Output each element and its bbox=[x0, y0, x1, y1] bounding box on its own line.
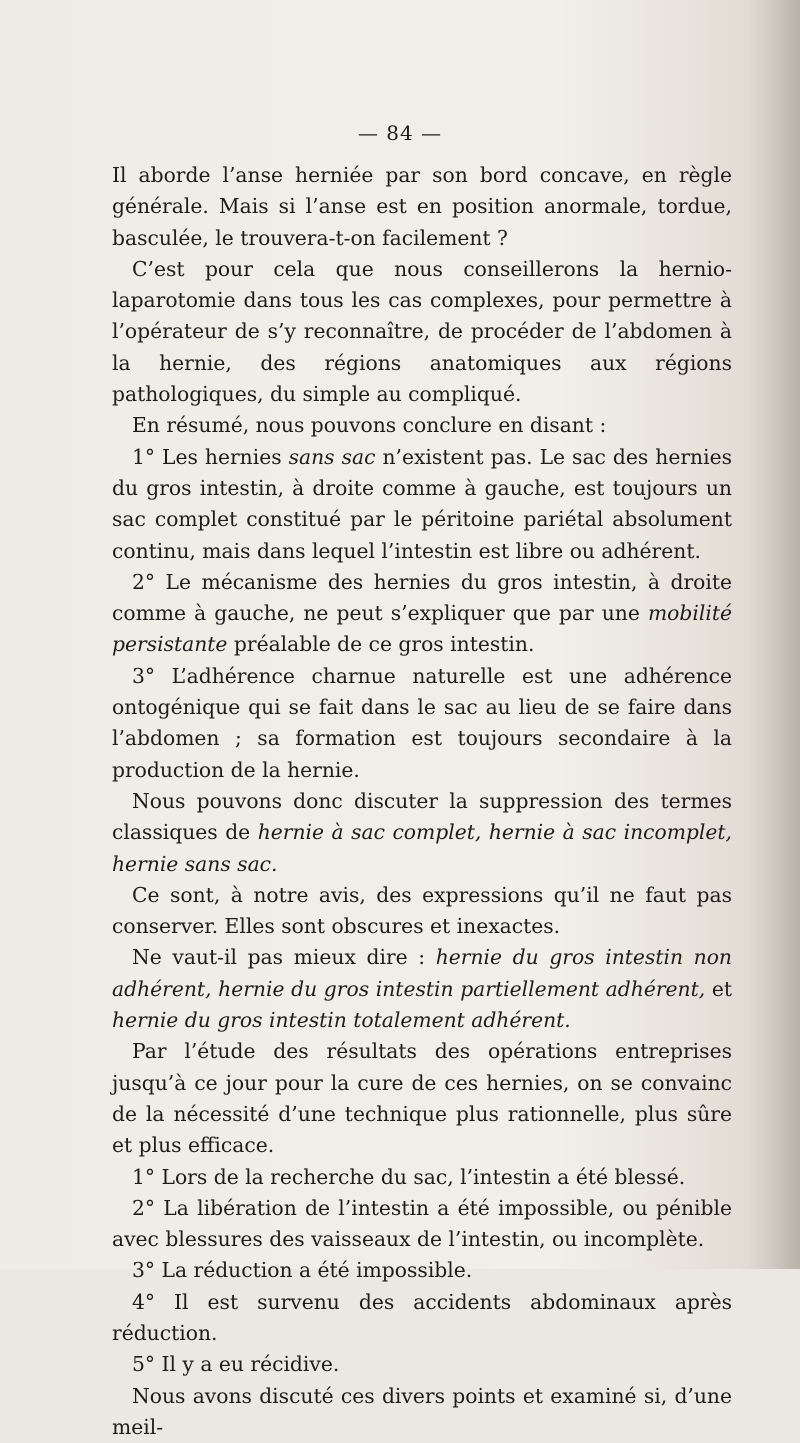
paragraph-11: 1° Lors de la recherche du sac, l’intestin a été blessé. bbox=[132, 1164, 686, 1189]
paragraph-5-italic: mobilité persistante bbox=[112, 601, 732, 657]
paragraph-14: 4° Il est survenu des accidents abdominaux après réduction. bbox=[112, 1289, 732, 1345]
paragraph-4 bbox=[112, 442, 732, 567]
paragraph-9-italic-1: hernie du gros intestin non adhérent, hernie du gros intestin partiellement adhérent, bbox=[112, 945, 732, 1001]
paragraph-4-part-b: n’existent pas. Le sac des hernies du gros intestin, à droite comme à gauche, est toujours un sac complet constitué par le péritoine pariétal absolument continu, mais dans lequel l’intestin est libre ou adhérent. bbox=[112, 444, 732, 563]
paragraph-15: 5° Il y a eu récidive. bbox=[132, 1352, 340, 1377]
paragraph-7-part-a: Nous pouvons donc discuter la suppression des termes classiques de bbox=[112, 788, 732, 845]
paragraph-4-part-a: 1° Les hernies bbox=[132, 444, 289, 469]
paragraph-3: En résumé, nous pouvons conclure en disant : bbox=[132, 413, 607, 438]
paragraph-7-italic: hernie à sac complet, hernie à sac incomplet, hernie sans sac. bbox=[112, 820, 732, 876]
paragraph-8: Ce sont, à notre avis, des expressions qu’il ne faut pas conserver. Elles sont obscures et inexactes. bbox=[112, 882, 732, 939]
paragraph-9 bbox=[112, 942, 732, 1036]
paragraph-1: Il aborde l’anse herniée par son bord concave, en règle générale. Mais si l’anse est en position anormale, tordue, basculée, le trouvera-t-on facilement ? bbox=[112, 163, 732, 250]
paragraph-9-part-a: Ne vaut-il pas mieux dire : bbox=[132, 945, 436, 970]
paragraph-5-part-b: préalable de ce gros intestin. bbox=[227, 632, 535, 657]
paragraph-5 bbox=[112, 567, 732, 661]
paragraph-5-part-a: 2° Le mécanisme des hernies du gros intestin, à droite comme à gauche, ne peut s’expliquer que par une bbox=[112, 569, 732, 626]
paragraph-7 bbox=[112, 786, 732, 880]
paragraph-16: Nous avons discuté ces divers points et examiné si, d’une meil- bbox=[112, 1383, 732, 1439]
paragraph-6: 3° L’adhérence charnue naturelle est une adhérence ontogénique qui se fait dans le sac au lieu de se faire dans l’abdomen ; sa formation est toujours secondaire à la production de la hernie. bbox=[112, 663, 732, 782]
paragraph-13: 3° La réduction a été impossible. bbox=[132, 1258, 473, 1283]
paragraph-2: C’est pour cela que nous conseillerons la hernio-laparotomie dans tous les cas complexes, pour permettre à l’opérateur de s’y reconnaître, de procéder de l’abdomen à la hernie, des régions anatomiques aux régions pathologiques, du simple au compliqué. bbox=[112, 256, 732, 407]
paragraph-9-italic-2: hernie du gros intestin totalement adhérent. bbox=[112, 1008, 571, 1033]
paragraph-9-part-b: et bbox=[705, 976, 732, 1001]
page-edge-shadow bbox=[748, 0, 800, 1269]
body-text bbox=[112, 160, 732, 1443]
paragraph-10: Par l’étude des résultats des opérations entreprises jusqu’à ce jour pour la cure de ces hernies, on se convainc de la nécessité d’une technique plus rationnelle, plus sûre et plus efficace. bbox=[112, 1039, 732, 1158]
paragraph-4-italic: sans sac bbox=[288, 444, 376, 469]
paragraph-12: 2° La libération de l’intestin a été impossible, ou pénible avec blessures des vaisseaux de l’intestin, ou incomplète. bbox=[112, 1195, 732, 1252]
page-number: — 84 — bbox=[357, 121, 443, 145]
